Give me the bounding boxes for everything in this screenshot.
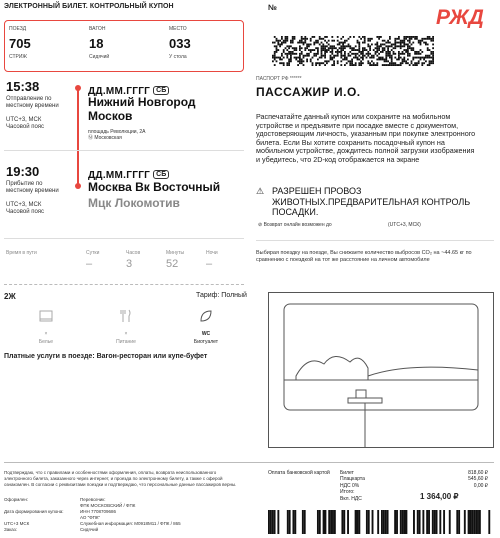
arrival-time: 19:30	[6, 164, 40, 179]
order-label: Заказ:	[4, 527, 18, 532]
warning-icon: ⚠	[256, 186, 265, 196]
refund-text: Возврат онлайн возможен до	[263, 222, 332, 228]
duration-minutes-label: Минуты	[166, 250, 185, 256]
price-label: Итого:	[340, 489, 355, 496]
duration-nights	[206, 250, 218, 270]
logo-text: РЖД	[436, 6, 484, 28]
amenity-label: Питание	[116, 339, 136, 345]
total-price: 1 364,00 ₽	[420, 492, 459, 501]
duration-minutes	[166, 250, 184, 270]
duration-hours-value: 3	[126, 258, 133, 270]
arrival-tz: UTC+3, МСК	[6, 202, 42, 208]
duration-days-label: Сутки	[86, 250, 100, 256]
amenity-mark: ×	[44, 331, 48, 337]
divider	[4, 150, 244, 151]
departure-note: Отправление по местному времени	[6, 96, 59, 109]
linear-barcode	[268, 510, 494, 534]
departure-tz: UTC+3, МСК	[6, 117, 42, 123]
divider	[4, 462, 494, 463]
window-illustration	[268, 292, 494, 448]
train-number: 705	[9, 36, 31, 51]
price-label: Плацкарта	[340, 476, 365, 483]
footer-tz: UTC+3 МСК	[4, 521, 30, 526]
amenity-toilet	[186, 308, 226, 345]
divider	[256, 240, 494, 241]
footer-disclaimer: Подтверждаю, что с правилами и особенностями оформления, оплаты, возврата неиспользованного электронного билета, заказанного через интернет, и проезда по электронному билету, а также с оферой ознакомлен. В согласии с реквизитами поездки и подтверждаю, что персональные данные пассажиров верны.	[4, 470, 237, 487]
ticket-number-label: №	[268, 3, 277, 12]
duration-label: Время в пути	[6, 250, 37, 256]
car-cell	[89, 26, 109, 60]
paid-services: Платные услуги в поезде: Вагон-ресторан или купе-буфет	[4, 353, 208, 360]
route-line	[77, 86, 79, 188]
seat-number: 033	[169, 36, 191, 51]
refund-icon: ⊘	[258, 222, 263, 228]
arrival-tz-label: Часовой пояс	[6, 209, 45, 215]
departure-dot	[75, 85, 81, 91]
passport-label: ПАСПОРТ РФ ******	[256, 76, 302, 82]
refund-row	[258, 222, 332, 228]
duration-minutes-value: 52	[166, 258, 179, 270]
amenity-mark: ×	[124, 331, 128, 337]
car-class: 2Ж	[4, 292, 16, 301]
arrival-dot	[75, 183, 81, 189]
leaf-icon	[198, 308, 214, 324]
seat-cell	[169, 26, 191, 60]
issued-label: Оформлен:	[4, 497, 29, 502]
service-info: Служебная информация: М0918М11 / ФПК / 865	[80, 521, 181, 526]
amenity-label: Биотуалет	[193, 339, 219, 345]
price-value: 0,00 ₽	[473, 482, 488, 489]
amenity-label: Белье	[38, 339, 54, 345]
carrier-company: АО "ФПК"	[80, 515, 101, 520]
amenity-linen	[26, 308, 66, 345]
2d-barcode	[272, 36, 434, 66]
price-label: Вкл. НДС	[340, 495, 362, 502]
price-value: 545,60 ₽	[468, 476, 488, 483]
departure-address: площадь Революции, 2А	[88, 129, 146, 135]
amenity-food	[106, 308, 146, 345]
price-label: НДС 0%	[340, 482, 360, 489]
carrier-inn: ИНН 7708709686	[80, 509, 117, 514]
arrival-station: Мцк Локомотив	[88, 196, 180, 210]
train-name: СТРИЖ	[9, 54, 28, 60]
duration-hours	[126, 250, 140, 270]
duration-nights-value: –	[206, 258, 213, 270]
departure-city: Нижний Новгород Москов	[88, 95, 196, 123]
refund-tz: (UTC+3, МСК)	[388, 222, 421, 228]
price-label: Билет	[340, 470, 354, 476]
train-label: ПОЕЗД	[9, 26, 27, 32]
train-info-box	[4, 20, 244, 72]
linen-icon	[38, 308, 54, 324]
divider	[4, 284, 244, 285]
car-type: Сидячий	[89, 54, 110, 60]
duration-days-value: –	[86, 258, 93, 270]
boarding-instructions: Распечатайте данный купон или сохраните на мобильном устройстве и предъявите при посадке вместе с документом, удостоверяющим личность, указанным при покупке электронного билета. Если Вы хотите сохранить посадочный купон на мобильном устройстве, дождитесь полной загрузки изображения и убедитесь, что 2D-код отображается на экране	[256, 112, 476, 164]
departure-tz-label: Часовой пояс	[6, 124, 45, 130]
arrival-weekday: СБ	[153, 170, 169, 179]
car-number: 18	[89, 36, 104, 51]
price-row	[340, 496, 488, 502]
metro-icon: Ⓜ	[88, 135, 94, 141]
arrival-city: Москва Вк Восточный	[88, 180, 221, 194]
price-value: 818,60 ₽	[468, 470, 488, 476]
date-label: Дата формирования купона:	[4, 509, 64, 514]
departure-time: 15:38	[6, 79, 40, 94]
departure-weekday: СБ	[153, 86, 169, 95]
car-label: ВАГОН	[89, 26, 106, 32]
footer-seat-type: Сидячий	[80, 527, 99, 532]
passenger-name: ПАССАЖИР И.О.	[256, 85, 361, 99]
rzd-logo	[432, 4, 494, 28]
departure-metro: Московская	[94, 135, 122, 141]
tariff: Тариф: Полный	[196, 292, 247, 299]
duration-hours-label: Часов	[126, 250, 141, 256]
payment-label: Оплата банковской картой	[268, 470, 330, 476]
amenity-mark: WC	[201, 331, 211, 337]
carrier: ФПК МОСКОВСКИЙ / ФПК	[80, 503, 136, 508]
animals-note: РАЗРЕШЕН ПРОВОЗ ЖИВОТНЫХ.ПРЕДВАРИТЕЛЬНАЯ КОНТРОЛЬ ПОСАДКИ.	[272, 186, 471, 217]
divider	[4, 238, 244, 239]
food-icon	[118, 308, 134, 324]
seat-label: МЕСТО	[169, 26, 187, 32]
seat-position: У стола	[169, 54, 187, 60]
document-title: ЭЛЕКТРОННЫЙ БИЛЕТ. КОНТРОЛЬНЫЙ КУПОН	[4, 3, 174, 10]
departure-metro-row	[88, 135, 122, 141]
co2-note: Выбирая поездку на поезде, Вы снижаете количество выбросов CO₂ на ~44.65 кг по сравнению с поездкой на тот же расстояние на личном автомобиле	[256, 250, 472, 263]
duration-days	[86, 250, 99, 270]
arrival-date: ДД.ММ.ГГГГ	[88, 170, 151, 181]
carrier-label: Перевозчик:	[80, 497, 106, 502]
train-cell	[9, 26, 31, 60]
departure-date: ДД.ММ.ГГГГ	[88, 86, 151, 97]
arrival-note: Прибытие по местному времени	[6, 181, 59, 194]
price-list	[340, 470, 488, 502]
duration-nights-label: Ночи	[206, 250, 218, 256]
